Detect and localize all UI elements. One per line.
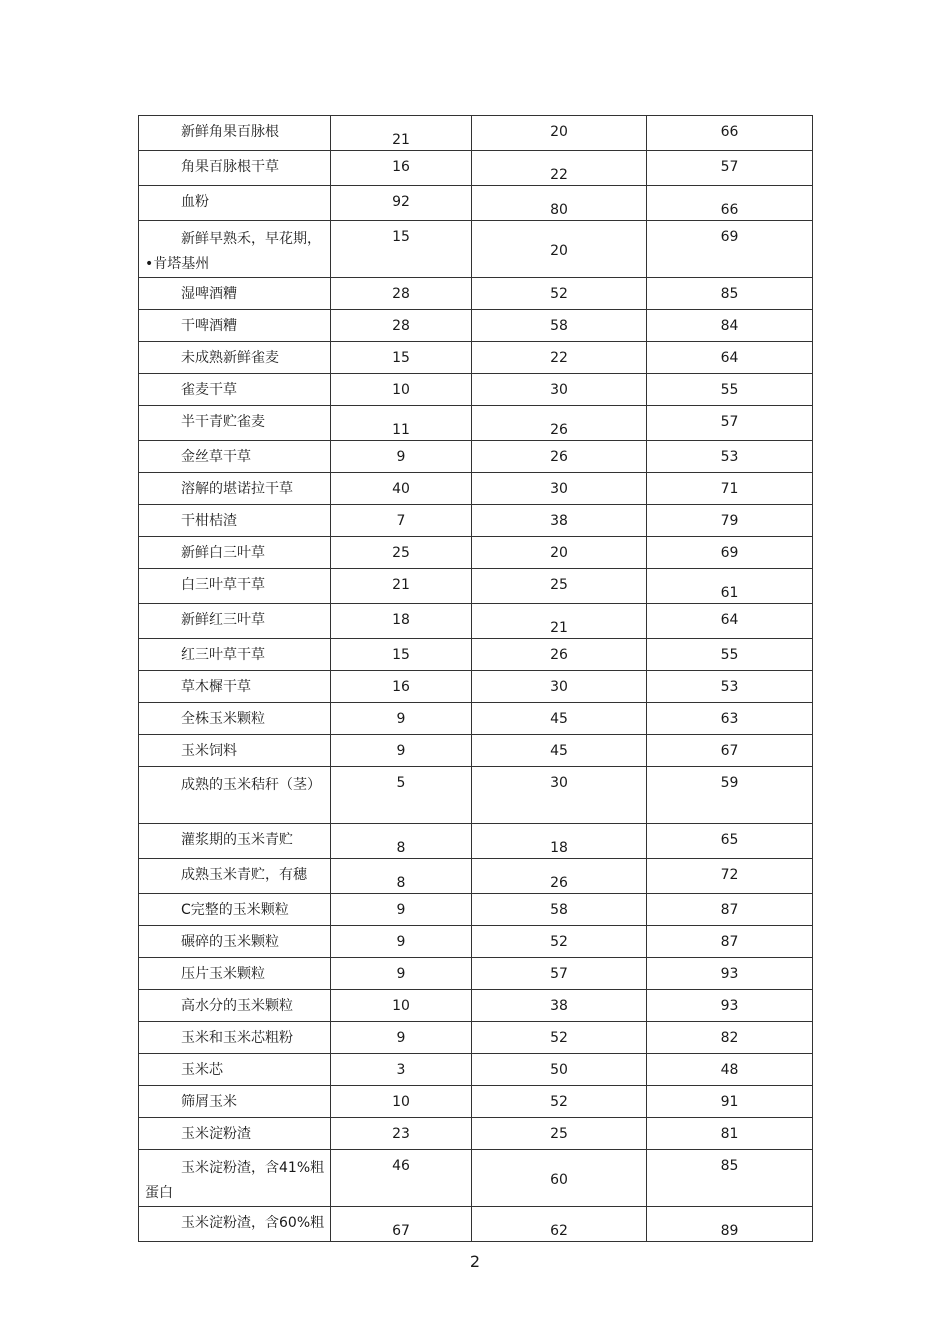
feed-name: 新鲜角果百脉根 bbox=[181, 124, 279, 140]
feed-name-cell bbox=[139, 505, 331, 537]
value-cell-2 bbox=[472, 221, 647, 278]
value-1: 7 bbox=[396, 513, 406, 529]
feed-name: 高水分的玉米颗粒 bbox=[181, 998, 293, 1014]
table-row bbox=[139, 151, 813, 186]
value-cell-1 bbox=[331, 406, 472, 441]
value-cell-3 bbox=[647, 604, 813, 639]
feed-name: C完整的玉米颗粒 bbox=[181, 902, 289, 918]
value-cell-1 bbox=[331, 1054, 472, 1086]
value-3: 53 bbox=[720, 449, 739, 465]
feed-name-cell bbox=[139, 894, 331, 926]
value-cell-3 bbox=[647, 1207, 813, 1242]
value-cell-1 bbox=[331, 639, 472, 671]
value-2: 58 bbox=[550, 902, 568, 918]
value-cell-2 bbox=[472, 1118, 647, 1150]
value-2: 50 bbox=[550, 1062, 568, 1078]
feed-name-cell bbox=[139, 958, 331, 990]
feed-name: 新鲜红三叶草 bbox=[181, 612, 265, 628]
value-cell-2 bbox=[472, 374, 647, 406]
value-2: 52 bbox=[550, 1030, 568, 1046]
value-cell-3 bbox=[647, 406, 813, 441]
feed-name-cell bbox=[139, 671, 331, 703]
table-row bbox=[139, 505, 813, 537]
value-cell-3 bbox=[647, 151, 813, 186]
value-1: 28 bbox=[392, 318, 410, 334]
feed-name-cell bbox=[139, 537, 331, 569]
value-cell-1 bbox=[331, 505, 472, 537]
table-row bbox=[139, 441, 813, 473]
value-cell-2 bbox=[472, 151, 647, 186]
value-3: 69 bbox=[720, 545, 739, 561]
feed-name-cell bbox=[139, 1150, 331, 1207]
value-2: 52 bbox=[550, 286, 568, 302]
value-cell-3 bbox=[647, 990, 813, 1022]
value-cell-1 bbox=[331, 1118, 472, 1150]
value-cell-3 bbox=[647, 1022, 813, 1054]
table-row bbox=[139, 824, 813, 859]
value-cell-3 bbox=[647, 639, 813, 671]
feed-name-cell bbox=[139, 310, 331, 342]
value-cell-1 bbox=[331, 374, 472, 406]
value-3: 87 bbox=[720, 934, 739, 950]
value-1: 9 bbox=[396, 966, 406, 982]
value-cell-2 bbox=[472, 186, 647, 221]
value-1: 16 bbox=[392, 679, 410, 695]
value-1: 9 bbox=[396, 934, 406, 950]
feed-name: 白三叶草干草 bbox=[181, 577, 265, 593]
value-cell-2 bbox=[472, 505, 647, 537]
value-cell-3 bbox=[647, 569, 813, 604]
value-cell-2 bbox=[472, 537, 647, 569]
value-cell-3 bbox=[647, 958, 813, 990]
value-cell-2 bbox=[472, 894, 647, 926]
feed-name-cell bbox=[139, 639, 331, 671]
value-cell-3 bbox=[647, 221, 813, 278]
value-2: 20 bbox=[550, 545, 568, 561]
value-3: 72 bbox=[720, 867, 739, 883]
value-1: 11 bbox=[392, 422, 410, 438]
value-2: 45 bbox=[550, 711, 568, 727]
value-cell-1 bbox=[331, 221, 472, 278]
feed-name: 溶解的堪诺拉干草 bbox=[181, 481, 293, 497]
value-cell-2 bbox=[472, 406, 647, 441]
value-1: 46 bbox=[392, 1158, 410, 1174]
value-2: 20 bbox=[550, 124, 568, 140]
table-row bbox=[139, 639, 813, 671]
table-row bbox=[139, 537, 813, 569]
value-cell-2 bbox=[472, 990, 647, 1022]
value-3: 93 bbox=[720, 966, 739, 982]
feed-name: 玉米淀粉渣，含41%粗蛋白 bbox=[145, 1160, 325, 1201]
value-3: 66 bbox=[720, 124, 739, 140]
value-cell-1 bbox=[331, 958, 472, 990]
feed-name-cell bbox=[139, 1118, 331, 1150]
feed-name-cell bbox=[139, 1022, 331, 1054]
value-cell-3 bbox=[647, 1150, 813, 1207]
value-cell-1 bbox=[331, 1022, 472, 1054]
feed-name: 灌浆期的玉米青贮 bbox=[181, 832, 293, 848]
value-cell-1 bbox=[331, 569, 472, 604]
value-cell-2 bbox=[472, 671, 647, 703]
value-1: 25 bbox=[392, 545, 410, 561]
value-cell-1 bbox=[331, 990, 472, 1022]
feed-name: 血粉 bbox=[181, 194, 209, 210]
feed-name: 湿啤酒糟 bbox=[181, 286, 237, 302]
value-cell-2 bbox=[472, 1207, 647, 1242]
value-1: 15 bbox=[392, 229, 410, 245]
value-3: 61 bbox=[720, 585, 739, 601]
feed-name: 新鲜白三叶草 bbox=[181, 545, 265, 561]
value-cell-2 bbox=[472, 1022, 647, 1054]
value-1: 16 bbox=[392, 159, 410, 175]
value-3: 81 bbox=[720, 1126, 739, 1142]
value-1: 10 bbox=[392, 998, 410, 1014]
feed-name: 玉米淀粉渣，含60%粗 bbox=[181, 1215, 325, 1231]
feed-name: 全株玉米颗粒 bbox=[181, 711, 265, 727]
feed-name-cell bbox=[139, 221, 331, 278]
value-cell-3 bbox=[647, 441, 813, 473]
value-cell-2 bbox=[472, 735, 647, 767]
value-cell-1 bbox=[331, 186, 472, 221]
value-cell-1 bbox=[331, 1150, 472, 1207]
value-cell-3 bbox=[647, 505, 813, 537]
value-cell-3 bbox=[647, 342, 813, 374]
value-1: 28 bbox=[392, 286, 410, 302]
table-row bbox=[139, 990, 813, 1022]
value-cell-3 bbox=[647, 278, 813, 310]
value-cell-3 bbox=[647, 703, 813, 735]
value-cell-1 bbox=[331, 537, 472, 569]
feed-name-cell bbox=[139, 186, 331, 221]
feed-name-cell bbox=[139, 151, 331, 186]
value-2: 22 bbox=[550, 350, 568, 366]
value-3: 82 bbox=[720, 1030, 739, 1046]
feed-name-cell bbox=[139, 767, 331, 824]
value-3: 79 bbox=[720, 513, 739, 529]
value-cell-3 bbox=[647, 310, 813, 342]
feed-name-cell bbox=[139, 374, 331, 406]
value-cell-2 bbox=[472, 1054, 647, 1086]
value-1: 15 bbox=[392, 647, 410, 663]
value-3: 84 bbox=[720, 318, 739, 334]
feed-name-cell bbox=[139, 569, 331, 604]
feed-name-cell bbox=[139, 406, 331, 441]
feed-name-cell bbox=[139, 735, 331, 767]
feed-name-cell bbox=[139, 926, 331, 958]
value-3: 63 bbox=[720, 711, 739, 727]
value-cell-2 bbox=[472, 116, 647, 151]
value-1: 23 bbox=[392, 1126, 410, 1142]
table-body bbox=[139, 116, 813, 1242]
feed-name: 新鲜早熟禾，早花期，•肯塔基州 bbox=[145, 231, 321, 272]
value-cell-1 bbox=[331, 671, 472, 703]
value-2: 22 bbox=[550, 167, 568, 183]
value-3: 85 bbox=[720, 1158, 739, 1174]
value-2: 21 bbox=[550, 620, 568, 636]
value-cell-1 bbox=[331, 859, 472, 894]
feed-name-cell bbox=[139, 1054, 331, 1086]
value-cell-2 bbox=[472, 441, 647, 473]
value-3: 64 bbox=[720, 350, 739, 366]
value-2: 30 bbox=[550, 679, 568, 695]
value-2: 62 bbox=[550, 1223, 568, 1239]
value-1: 18 bbox=[392, 612, 410, 628]
value-cell-2 bbox=[472, 342, 647, 374]
value-cell-3 bbox=[647, 186, 813, 221]
value-2: 26 bbox=[550, 422, 568, 438]
table-row bbox=[139, 406, 813, 441]
value-2: 60 bbox=[550, 1172, 568, 1188]
value-3: 85 bbox=[720, 286, 739, 302]
value-cell-2 bbox=[472, 859, 647, 894]
feed-name: 半干青贮雀麦 bbox=[181, 414, 265, 430]
value-2: 30 bbox=[550, 382, 568, 398]
value-2: 30 bbox=[550, 481, 568, 497]
value-1: 9 bbox=[396, 711, 406, 727]
value-cell-1 bbox=[331, 824, 472, 859]
value-3: 71 bbox=[720, 481, 739, 497]
table-row bbox=[139, 926, 813, 958]
value-cell-2 bbox=[472, 604, 647, 639]
table-row bbox=[139, 894, 813, 926]
value-1: 8 bbox=[396, 875, 406, 891]
table-row bbox=[139, 186, 813, 221]
value-cell-3 bbox=[647, 473, 813, 505]
feed-name: 角果百脉根干草 bbox=[181, 159, 279, 175]
table-row bbox=[139, 735, 813, 767]
value-cell-3 bbox=[647, 374, 813, 406]
value-3: 67 bbox=[720, 743, 739, 759]
value-1: 10 bbox=[392, 382, 410, 398]
value-1: 9 bbox=[396, 902, 406, 918]
value-2: 25 bbox=[550, 1126, 568, 1142]
value-cell-1 bbox=[331, 926, 472, 958]
feed-name-cell bbox=[139, 473, 331, 505]
value-cell-1 bbox=[331, 473, 472, 505]
table-row bbox=[139, 604, 813, 639]
value-1: 92 bbox=[392, 194, 410, 210]
table-row bbox=[139, 703, 813, 735]
value-1: 3 bbox=[396, 1062, 406, 1078]
value-cell-2 bbox=[472, 310, 647, 342]
value-2: 18 bbox=[550, 840, 568, 856]
value-1: 10 bbox=[392, 1094, 410, 1110]
table-row bbox=[139, 569, 813, 604]
value-cell-2 bbox=[472, 1086, 647, 1118]
value-3: 57 bbox=[720, 414, 739, 430]
value-cell-3 bbox=[647, 926, 813, 958]
value-3: 55 bbox=[720, 382, 739, 398]
value-3: 57 bbox=[720, 159, 739, 175]
value-3: 89 bbox=[720, 1223, 739, 1239]
table-row bbox=[139, 221, 813, 278]
value-2: 45 bbox=[550, 743, 568, 759]
value-2: 38 bbox=[550, 998, 568, 1014]
table-row bbox=[139, 473, 813, 505]
value-2: 30 bbox=[550, 775, 568, 791]
value-2: 26 bbox=[550, 449, 568, 465]
value-cell-3 bbox=[647, 671, 813, 703]
value-3: 64 bbox=[720, 612, 739, 628]
value-1: 5 bbox=[396, 775, 406, 791]
value-cell-3 bbox=[647, 735, 813, 767]
value-cell-1 bbox=[331, 342, 472, 374]
feed-name: 金丝草干草 bbox=[181, 449, 251, 465]
value-3: 59 bbox=[720, 775, 739, 791]
feed-name: 雀麦干草 bbox=[181, 382, 237, 398]
table-row bbox=[139, 278, 813, 310]
value-1: 67 bbox=[392, 1223, 410, 1239]
feed-name: 玉米和玉米芯粗粉 bbox=[181, 1030, 293, 1046]
value-cell-3 bbox=[647, 859, 813, 894]
table-row bbox=[139, 767, 813, 824]
value-cell-2 bbox=[472, 703, 647, 735]
value-cell-3 bbox=[647, 824, 813, 859]
table-row bbox=[139, 1086, 813, 1118]
value-1: 21 bbox=[392, 132, 410, 148]
feed-name: 玉米芯 bbox=[181, 1062, 223, 1078]
table-row bbox=[139, 1118, 813, 1150]
table-row bbox=[139, 116, 813, 151]
value-3: 65 bbox=[720, 832, 739, 848]
table-row bbox=[139, 310, 813, 342]
value-3: 91 bbox=[720, 1094, 739, 1110]
value-2: 26 bbox=[550, 647, 568, 663]
feed-name-cell bbox=[139, 116, 331, 151]
value-cell-2 bbox=[472, 926, 647, 958]
value-2: 58 bbox=[550, 318, 568, 334]
value-3: 93 bbox=[720, 998, 739, 1014]
value-2: 80 bbox=[550, 202, 568, 218]
value-cell-1 bbox=[331, 116, 472, 151]
value-cell-1 bbox=[331, 703, 472, 735]
table-row bbox=[139, 1022, 813, 1054]
feed-name: 未成熟新鲜雀麦 bbox=[181, 350, 279, 366]
value-cell-1 bbox=[331, 441, 472, 473]
table-row bbox=[139, 1150, 813, 1207]
value-2: 26 bbox=[550, 875, 568, 891]
feed-name-cell bbox=[139, 824, 331, 859]
value-cell-1 bbox=[331, 894, 472, 926]
feed-name: 干啤酒糟 bbox=[181, 318, 237, 334]
value-1: 21 bbox=[392, 577, 410, 593]
value-2: 52 bbox=[550, 934, 568, 950]
feed-name: 压片玉米颗粒 bbox=[181, 966, 265, 982]
value-cell-2 bbox=[472, 958, 647, 990]
table-row bbox=[139, 671, 813, 703]
value-cell-2 bbox=[472, 569, 647, 604]
value-1: 9 bbox=[396, 449, 406, 465]
feed-name-cell bbox=[139, 278, 331, 310]
table-row bbox=[139, 1054, 813, 1086]
value-cell-3 bbox=[647, 894, 813, 926]
value-1: 8 bbox=[396, 840, 406, 856]
feed-name: 碾碎的玉米颗粒 bbox=[181, 934, 279, 950]
feed-name-cell bbox=[139, 990, 331, 1022]
value-cell-3 bbox=[647, 116, 813, 151]
value-cell-1 bbox=[331, 278, 472, 310]
table-row bbox=[139, 1207, 813, 1242]
feed-name: 玉米淀粉渣 bbox=[181, 1126, 251, 1142]
value-cell-2 bbox=[472, 473, 647, 505]
page-number: 2 bbox=[469, 1252, 481, 1271]
value-cell-1 bbox=[331, 1086, 472, 1118]
value-1: 15 bbox=[392, 350, 410, 366]
table-row bbox=[139, 342, 813, 374]
value-2: 38 bbox=[550, 513, 568, 529]
value-3: 55 bbox=[720, 647, 739, 663]
value-2: 25 bbox=[550, 577, 568, 593]
feed-name: 玉米饲料 bbox=[181, 743, 237, 759]
table-row bbox=[139, 859, 813, 894]
value-cell-3 bbox=[647, 1086, 813, 1118]
feed-name: 筛屑玉米 bbox=[181, 1094, 237, 1110]
feed-name: 草木樨干草 bbox=[181, 679, 251, 695]
value-1: 9 bbox=[396, 1030, 406, 1046]
value-3: 48 bbox=[720, 1062, 739, 1078]
feed-name: 成熟玉米青贮，有穗 bbox=[181, 867, 307, 883]
value-3: 66 bbox=[720, 202, 739, 218]
value-cell-1 bbox=[331, 767, 472, 824]
feed-name: 干柑桔渣 bbox=[181, 513, 237, 529]
feed-name-cell bbox=[139, 604, 331, 639]
feed-name-cell bbox=[139, 859, 331, 894]
value-cell-2 bbox=[472, 639, 647, 671]
table-row bbox=[139, 374, 813, 406]
value-cell-1 bbox=[331, 735, 472, 767]
value-3: 87 bbox=[720, 902, 739, 918]
value-cell-1 bbox=[331, 151, 472, 186]
value-cell-3 bbox=[647, 537, 813, 569]
feed-name-cell bbox=[139, 1207, 331, 1242]
table-row bbox=[139, 958, 813, 990]
value-cell-3 bbox=[647, 1118, 813, 1150]
value-2: 57 bbox=[550, 966, 568, 982]
feed-name: 成熟的玉米秸秆（茎） bbox=[181, 777, 321, 793]
feed-name-cell bbox=[139, 441, 331, 473]
value-cell-3 bbox=[647, 1054, 813, 1086]
feed-name: 红三叶草干草 bbox=[181, 647, 265, 663]
value-cell-1 bbox=[331, 1207, 472, 1242]
feed-name-cell bbox=[139, 342, 331, 374]
value-2: 52 bbox=[550, 1094, 568, 1110]
value-cell-1 bbox=[331, 310, 472, 342]
value-1: 40 bbox=[392, 481, 410, 497]
value-cell-1 bbox=[331, 604, 472, 639]
value-cell-2 bbox=[472, 824, 647, 859]
value-3: 53 bbox=[720, 679, 739, 695]
value-cell-2 bbox=[472, 278, 647, 310]
feed-name-cell bbox=[139, 703, 331, 735]
value-cell-2 bbox=[472, 1150, 647, 1207]
value-1: 9 bbox=[396, 743, 406, 759]
value-3: 69 bbox=[720, 229, 739, 245]
value-cell-3 bbox=[647, 767, 813, 824]
value-cell-2 bbox=[472, 767, 647, 824]
value-2: 20 bbox=[550, 243, 568, 259]
feed-data-table bbox=[138, 115, 813, 1242]
feed-name-cell bbox=[139, 1086, 331, 1118]
